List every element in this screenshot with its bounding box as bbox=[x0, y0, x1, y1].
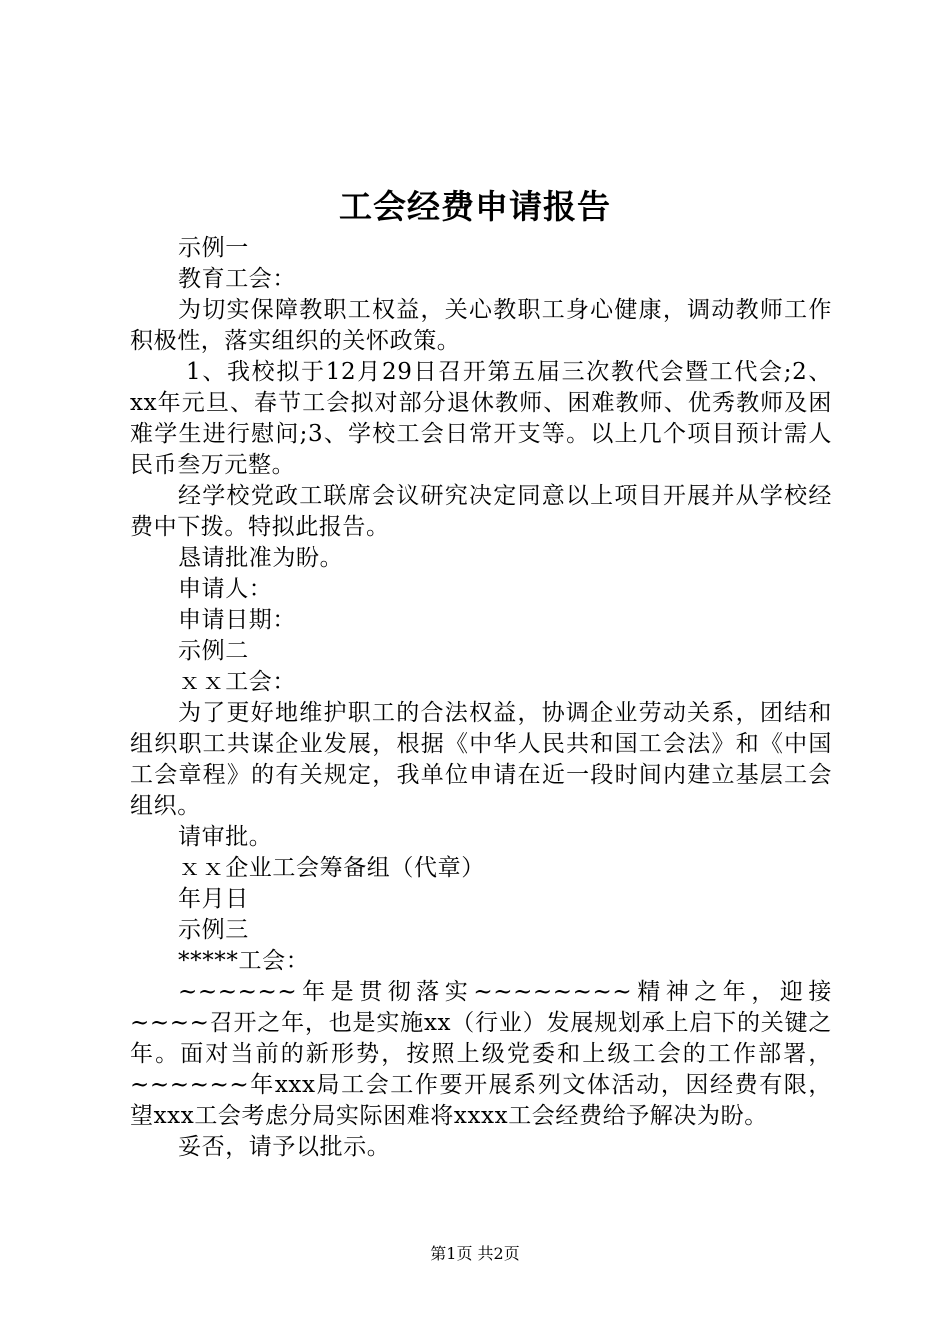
body-paragraph: 经学校党政工联席会议研究决定同意以上项目开展并从学校经费中下拨。特拟此报告。 bbox=[130, 483, 832, 540]
applicant-line: 申请人： bbox=[178, 576, 273, 602]
date-line: 年月日 bbox=[178, 886, 249, 912]
body-paragraph: 1、我校拟于12月29日召开第五届三次教代会暨工代会;2、xx年元旦、春节工会拟对部分退休教师、困难教师、优秀教师及困难学生进行慰问;3、学校工会日常开支等。以上几个项目预计需人民币叁万元整。 bbox=[130, 359, 832, 478]
closing-line: 请审批。 bbox=[178, 824, 273, 850]
salutation: *****工会： bbox=[178, 948, 310, 974]
page-number-footer: 第1页 共2页 bbox=[430, 1244, 520, 1263]
body-paragraph: ~~~~~~年是贯彻落实~~~~~~~~精神之年，迎接~~~~召开之年，也是实施xx（行业）发展规划承上启下的关键之年。面对当前的新形势，按照上级党委和上级工会的工作部署，~~~~~~年xxx局工会工作要开展系列文体活动，因经费有限，望xxx工会考虑分局实际困难将xxxx工会经费给予解决为盼。 bbox=[130, 979, 832, 1129]
document-title: 工会经费申请报告 bbox=[339, 187, 611, 226]
closing-line: 妥否，请予以批示。 bbox=[178, 1134, 391, 1160]
section-heading-example-2: 示例二 bbox=[178, 638, 249, 664]
application-date-line: 申请日期： bbox=[178, 607, 296, 633]
document-body bbox=[130, 233, 832, 1163]
body-paragraph: 为切实保障教职工权益，关心教职工身心健康，调动教师工作积极性，落实组织的关怀政策。 bbox=[130, 297, 832, 354]
section-heading-example-1: 示例一 bbox=[178, 235, 249, 261]
section-heading-example-3: 示例三 bbox=[178, 917, 249, 943]
salutation: 教育工会： bbox=[178, 266, 296, 292]
body-paragraph: 为了更好地维护职工的合法权益，协调企业劳动关系，团结和组织职工共谋企业发展，根据《中华人民共和国工会法》和《中国工会章程》的有关规定，我单位申请在近一段时间内建立基层工会组织。 bbox=[130, 700, 832, 819]
closing-line: 恳请批准为盼。 bbox=[178, 545, 344, 571]
salutation: ｘｘ工会： bbox=[178, 669, 296, 695]
signature-line: ｘｘ企业工会筹备组（代章） bbox=[178, 855, 485, 881]
